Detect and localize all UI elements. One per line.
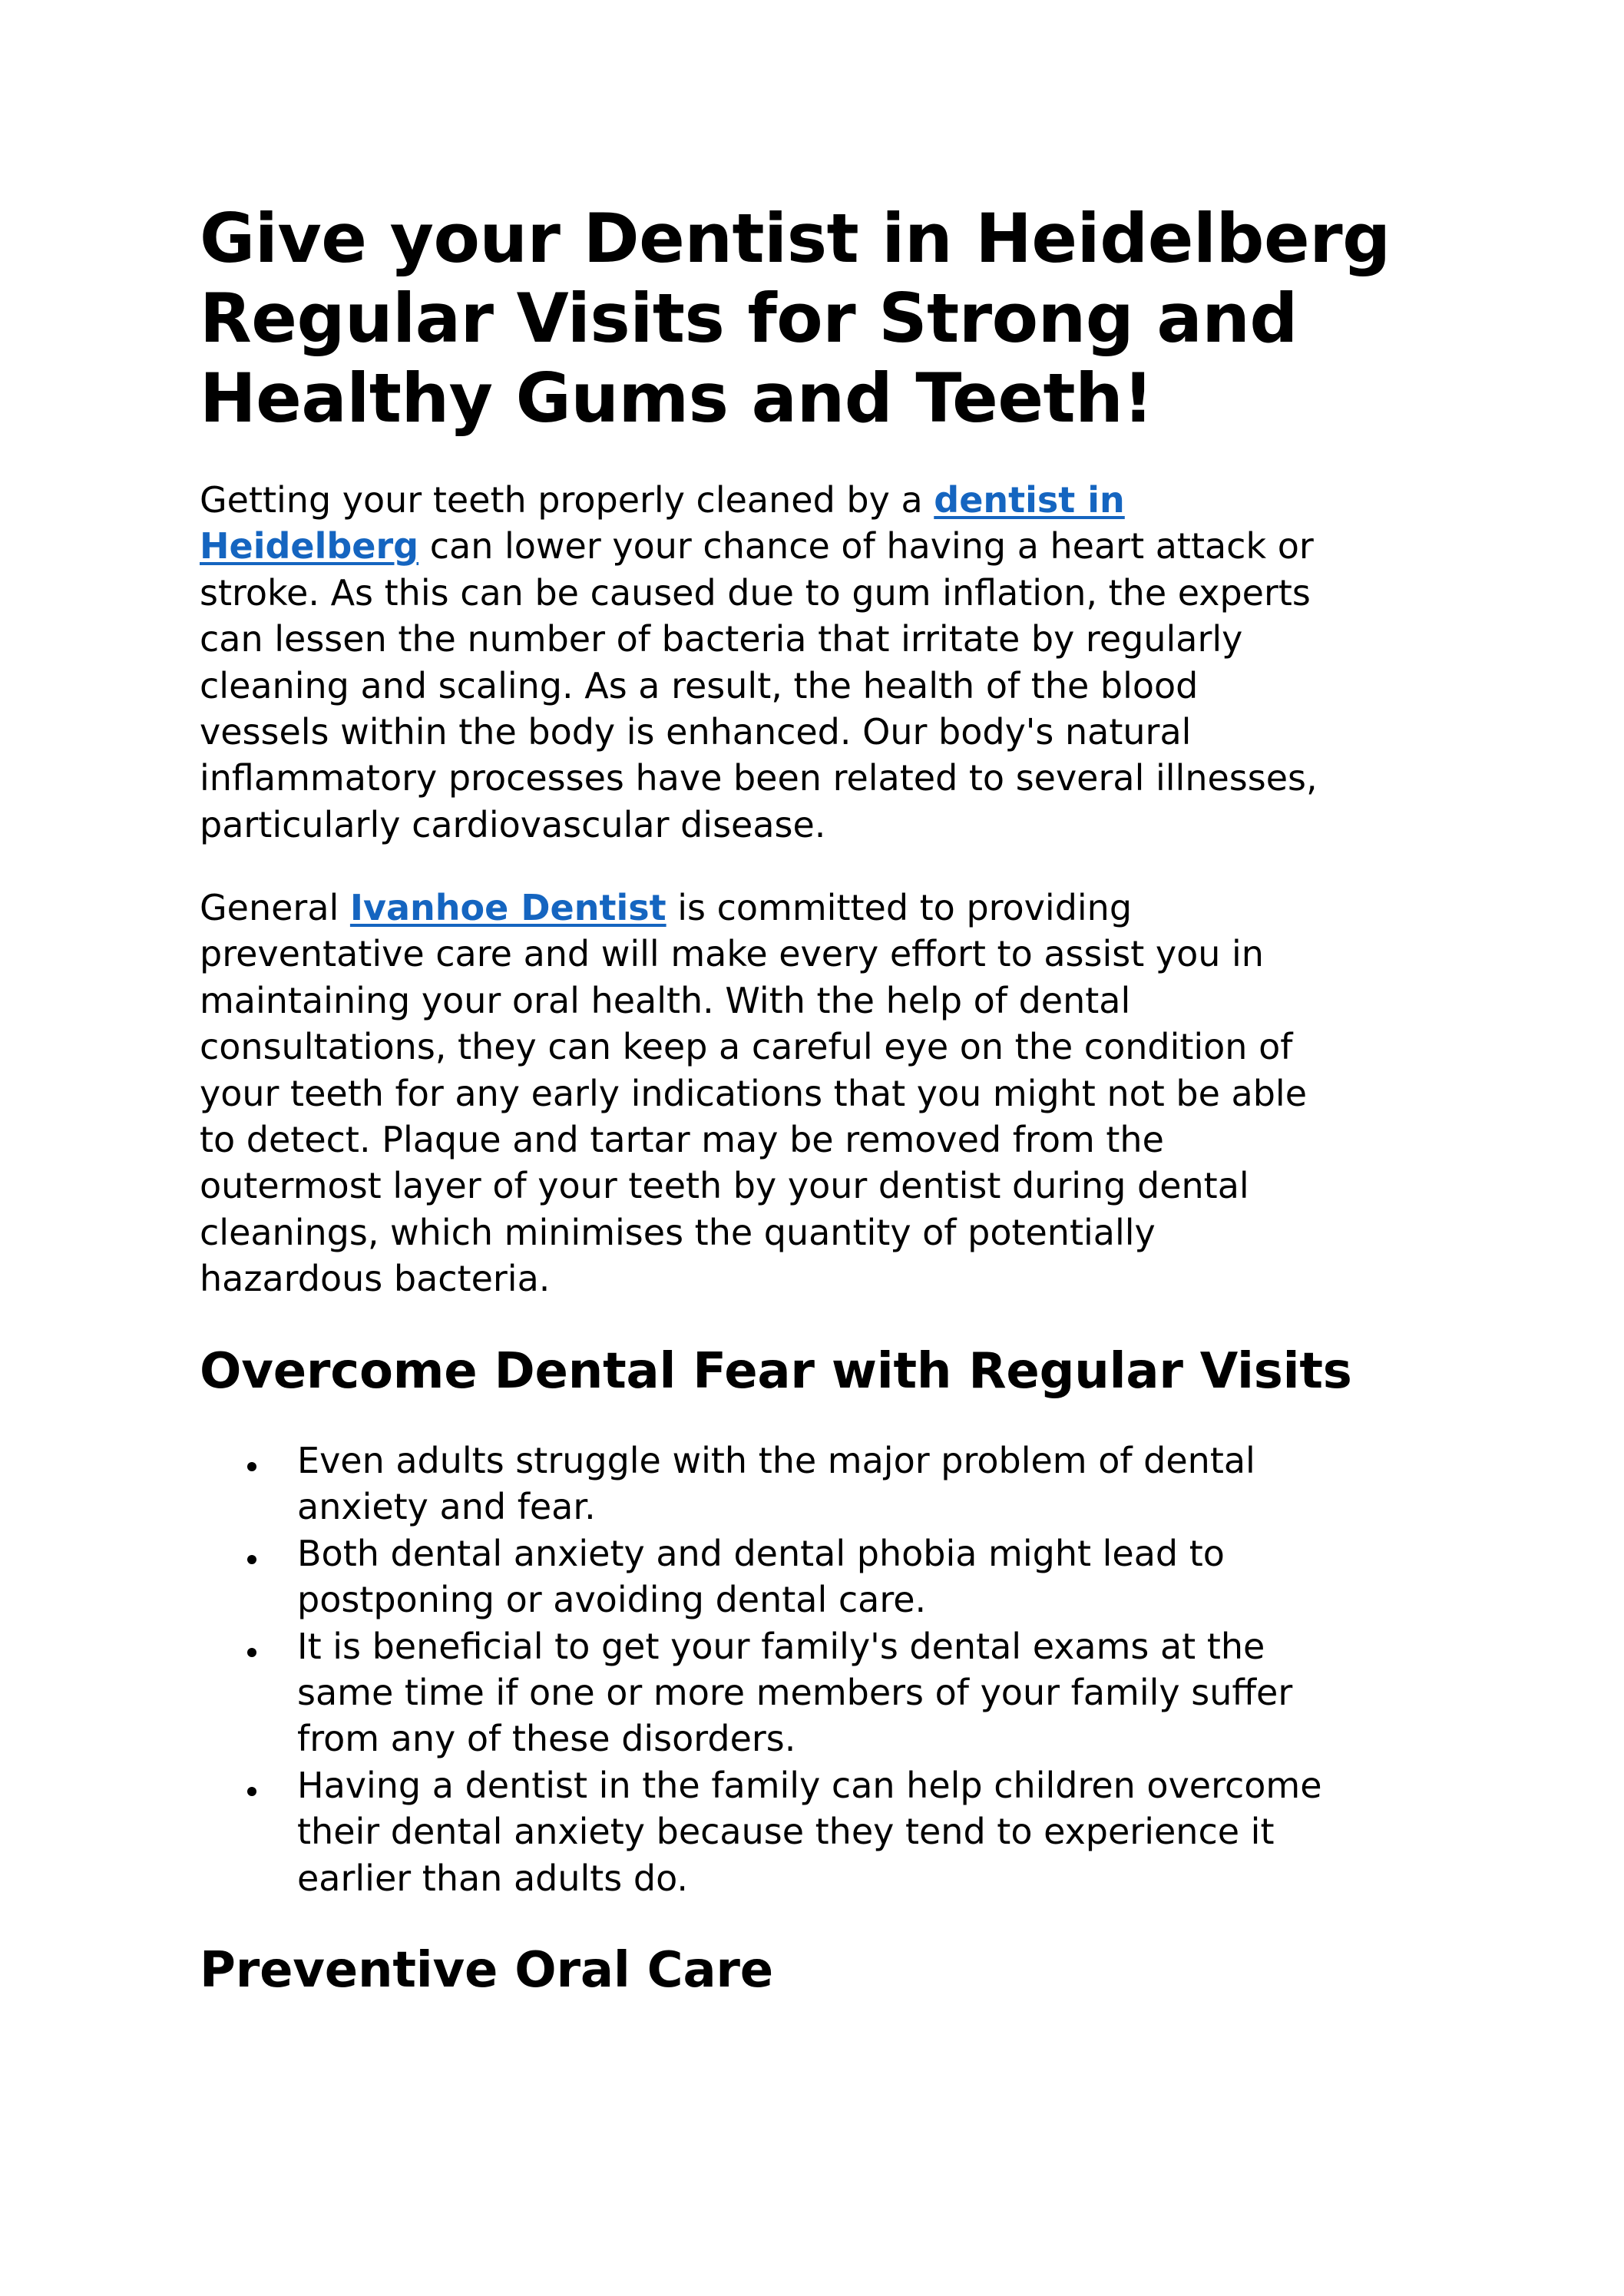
title-line: Give your Dentist in Heidelberg — [200, 199, 1391, 278]
list-item — [200, 1623, 1322, 1762]
list-item — [200, 1530, 1322, 1623]
section-heading-text: Overcome Dental Fear with Regular Visits — [200, 1343, 1352, 1400]
bullet-icon — [247, 1462, 256, 1471]
paragraph-line: cleanings, which minimises the quantity of potentially — [200, 1211, 1156, 1253]
list-item — [200, 1437, 1322, 1530]
list-item-line: earlier than adults do. — [297, 1857, 689, 1899]
paragraph-line: inflammatory processes have been related to several illnesses, — [200, 757, 1318, 799]
section-heading-preventive-care — [200, 1940, 773, 2001]
paragraph-line: maintaining your oral health. With the help of dental — [200, 979, 1131, 1021]
paragraph-line: consultations, they can keep a careful eye on the condition of — [200, 1026, 1293, 1068]
intro-paragraph — [200, 477, 1318, 848]
list-item-line: postponing or avoiding dental care. — [297, 1579, 927, 1621]
paragraph-line: cleaning and scaling. As a result, the health of the blood — [200, 664, 1199, 706]
ivanhoe-dentist-link[interactable]: Ivanhoe Dentist — [349, 887, 666, 928]
paragraph-line: to detect. Plaque and tartar may be removed from the — [200, 1119, 1164, 1161]
paragraph-text: can lower your chance of having a heart attack or — [418, 525, 1314, 567]
paragraph-line: stroke. As this can be caused due to gum inflation, the experts — [200, 571, 1311, 614]
list-item-line: Both dental anxiety and dental phobia might lead to — [297, 1532, 1225, 1574]
bullet-icon — [247, 1648, 256, 1657]
paragraph-line — [200, 885, 1307, 931]
section-heading-dental-fear — [200, 1341, 1352, 1402]
dentist-in-heidelberg-link[interactable]: dentist in — [934, 479, 1125, 521]
paragraph-text: General — [200, 887, 350, 928]
paragraph-line: your teeth for any early indications that you might not be able — [200, 1072, 1308, 1114]
paragraph-text: is committed to providing — [666, 887, 1133, 928]
list-item — [200, 1762, 1322, 1901]
title-line: Regular Visits for Strong and — [200, 279, 1298, 358]
paragraph-line — [200, 523, 1318, 569]
paragraph-line: outermost layer of your teeth by your dentist during dental — [200, 1165, 1249, 1207]
list-item-line: from any of these disorders. — [297, 1718, 796, 1760]
dental-fear-bullet-list — [200, 1437, 1322, 1901]
bullet-icon — [247, 1787, 256, 1796]
list-item-line: anxiety and fear. — [297, 1486, 596, 1528]
paragraph-text: Getting your teeth properly cleaned by a — [200, 479, 934, 521]
list-item-line: Having a dentist in the family can help children overcome — [297, 1764, 1322, 1806]
title-line: Healthy Gums and Teeth! — [200, 359, 1153, 438]
bullet-icon — [247, 1555, 256, 1564]
paragraph-line — [200, 477, 1318, 523]
ivanhoe-paragraph — [200, 885, 1307, 1302]
paragraph-line: preventative care and will make every effort to assist you in — [200, 933, 1264, 975]
list-item-line: their dental anxiety because they tend to experience it — [297, 1811, 1275, 1853]
paragraph-line: can lessen the number of bacteria that irritate by regularly — [200, 618, 1243, 660]
paragraph-line: hazardous bacteria. — [200, 1258, 551, 1300]
list-item-line: It is beneficial to get your family's dental exams at the — [297, 1625, 1265, 1667]
list-item-line: Even adults struggle with the major problem of dental — [297, 1440, 1255, 1481]
dentist-in-heidelberg-link-continued[interactable]: Heidelberg — [200, 525, 419, 567]
paragraph-line: vessels within the body is enhanced. Our body's natural — [200, 711, 1192, 753]
page-title — [200, 199, 1391, 438]
paragraph-line: particularly cardiovascular disease. — [200, 803, 826, 845]
list-item-line: same time if one or more members of your family suffer — [297, 1672, 1293, 1714]
section-heading-text: Preventive Oral Care — [200, 1942, 774, 1999]
